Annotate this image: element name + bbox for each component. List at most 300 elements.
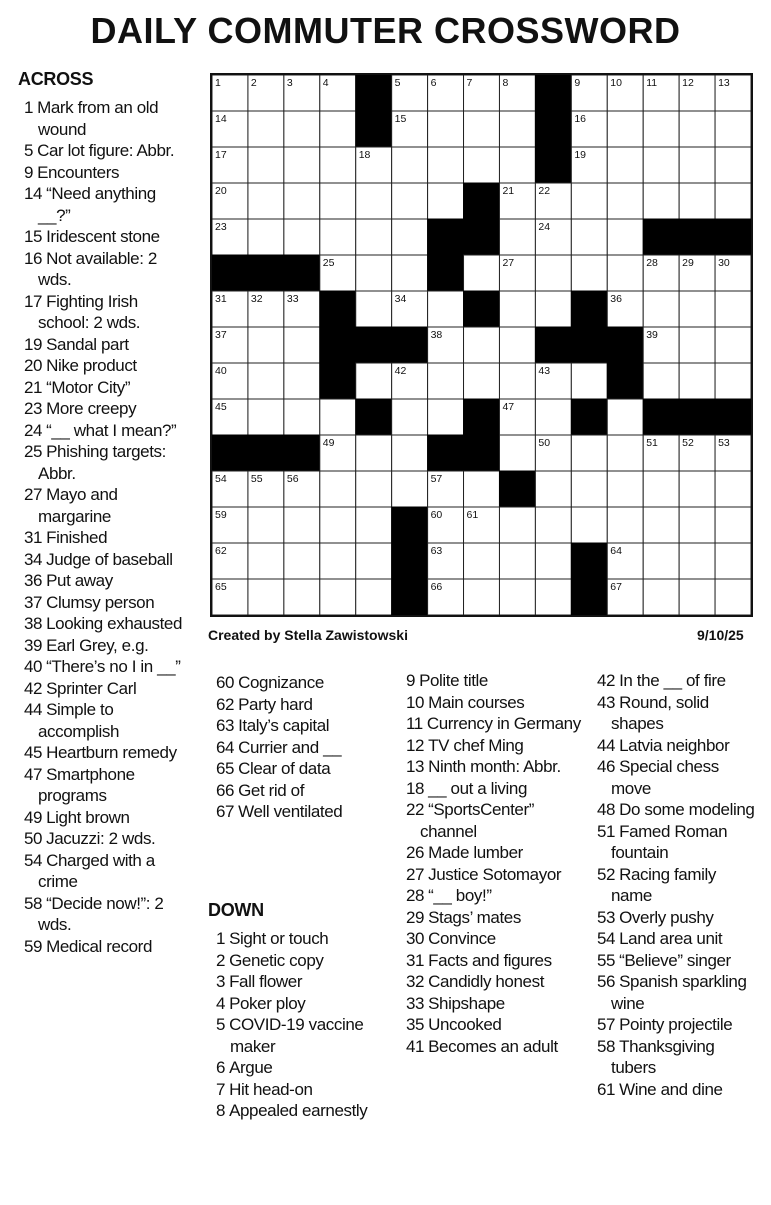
grid-cell[interactable] <box>248 327 284 363</box>
clue-item <box>406 907 581 929</box>
clue-text: Iridescent stone <box>46 227 160 246</box>
clue-text: Land area unit <box>619 929 723 948</box>
cell-number: 13 <box>718 77 730 89</box>
clue-number: 54 <box>24 850 43 870</box>
grid-cell[interactable] <box>356 435 392 471</box>
grid-cell[interactable] <box>464 111 500 147</box>
grid-cell[interactable] <box>715 111 751 147</box>
cell-number: 14 <box>215 113 227 125</box>
clue-number: 49 <box>24 807 43 827</box>
grid-cell[interactable] <box>499 219 535 255</box>
clue-text: Medical record <box>46 936 152 956</box>
grid-cell[interactable] <box>284 579 320 615</box>
grid-cell[interactable] <box>679 183 715 219</box>
cell-number: 10 <box>610 77 622 89</box>
clue-item <box>406 885 581 907</box>
black-square <box>535 327 571 363</box>
cell-number: 47 <box>502 401 515 413</box>
grid-cell[interactable] <box>248 399 284 435</box>
black-square <box>535 147 571 183</box>
clue-text: Looking exhausted <box>46 614 183 633</box>
grid-cell[interactable] <box>535 471 571 507</box>
grid-cell[interactable] <box>607 147 643 183</box>
clue-text: Nike product <box>46 356 137 375</box>
grid-cell[interactable] <box>643 147 679 183</box>
clue-item <box>216 971 396 993</box>
clue-text: Round, solid shapes <box>611 692 709 733</box>
clue-number: 9 <box>406 671 416 690</box>
grid-cell[interactable] <box>320 399 356 435</box>
clue-text: Italy’s capital <box>238 716 330 735</box>
clue-text: Get rid of <box>238 780 305 800</box>
grid-cell[interactable] <box>607 183 643 219</box>
clue-item <box>406 1036 581 1058</box>
clue-item <box>406 713 581 735</box>
grid-cell[interactable] <box>428 399 464 435</box>
clue-text: TV chef Ming <box>428 735 524 755</box>
grid-cell[interactable] <box>248 147 284 183</box>
grid-cell[interactable] <box>715 327 751 363</box>
grid-cell[interactable] <box>356 255 392 291</box>
cell-number: 36 <box>610 293 622 305</box>
cell-number: 57 <box>430 473 443 485</box>
clue-item <box>24 377 184 399</box>
grid-cell[interactable] <box>248 183 284 219</box>
grid-cell[interactable] <box>535 507 571 543</box>
grid-cell[interactable] <box>284 543 320 579</box>
clue-item <box>24 807 184 829</box>
grid-cell[interactable] <box>428 363 464 399</box>
grid-cell[interactable] <box>356 291 392 327</box>
grid-cell[interactable] <box>392 435 428 471</box>
grid-cell[interactable] <box>571 255 607 291</box>
grid-cell[interactable] <box>320 579 356 615</box>
clue-text: Spanish sparkling wine <box>611 972 747 1013</box>
clue-number: 67 <box>216 802 235 821</box>
grid-cell[interactable] <box>571 507 607 543</box>
cell-number: 1 <box>215 77 221 89</box>
clue-text: Judge of baseball <box>46 549 173 569</box>
clue-item <box>216 1079 396 1101</box>
grid-cell[interactable] <box>320 111 356 147</box>
cell-number: 2 <box>250 77 257 89</box>
grid-cell[interactable] <box>607 219 643 255</box>
grid-cell[interactable] <box>643 579 679 615</box>
clue-text: Justice Sotomayor <box>428 864 562 884</box>
grid-cell[interactable] <box>571 363 607 399</box>
grid-cell[interactable] <box>284 147 320 183</box>
grid-cell[interactable] <box>715 507 751 543</box>
clue-number: 9 <box>24 162 34 182</box>
grid-cell[interactable] <box>643 363 679 399</box>
clue-text: COVID-19 vaccine maker <box>229 1015 364 1056</box>
clue-number: 51 <box>597 821 616 841</box>
black-square <box>284 255 320 291</box>
grid-cell[interactable] <box>679 327 715 363</box>
clue-item <box>24 420 184 442</box>
clue-number: 3 <box>216 972 226 991</box>
black-square <box>607 363 643 399</box>
grid-cell[interactable] <box>248 363 284 399</box>
clue-number: 1 <box>24 98 34 117</box>
clue-item <box>216 1014 396 1057</box>
clue-number: 35 <box>406 1015 425 1034</box>
grid-cell[interactable] <box>499 291 535 327</box>
clue-item <box>216 780 396 802</box>
grid-cell[interactable] <box>499 435 535 471</box>
clue-item <box>24 162 184 184</box>
grid-cell[interactable] <box>248 579 284 615</box>
clue-text: Made lumber <box>428 843 523 862</box>
grid-cell[interactable] <box>535 255 571 291</box>
black-square <box>715 219 751 255</box>
clue-text: Racing family name <box>611 864 716 905</box>
clue-number: 59 <box>24 936 43 956</box>
clue-number: 42 <box>597 671 616 690</box>
grid-cell[interactable] <box>679 471 715 507</box>
black-square <box>571 543 607 579</box>
clue-item <box>597 821 757 864</box>
clue-item <box>406 971 581 993</box>
black-square <box>535 111 571 147</box>
clue-text: Currency in Germany <box>426 714 581 733</box>
clue-text: Convince <box>428 929 496 948</box>
cell-number: 32 <box>250 293 263 305</box>
black-square <box>392 579 428 615</box>
clue-item <box>24 850 184 893</box>
clue-item <box>24 764 184 807</box>
clue-text: Smartphone programs <box>38 764 135 805</box>
grid-cell[interactable] <box>607 435 643 471</box>
clue-item <box>24 893 184 936</box>
grid-cell[interactable] <box>643 543 679 579</box>
clue-text: Not available: 2 wds. <box>38 248 157 289</box>
grid-cell[interactable] <box>320 183 356 219</box>
grid-cell[interactable] <box>464 147 500 183</box>
grid-cell[interactable] <box>428 183 464 219</box>
clue-number: 5 <box>24 141 34 160</box>
grid-cell[interactable] <box>679 363 715 399</box>
grid-cell[interactable] <box>715 579 751 615</box>
grid-cell[interactable] <box>320 147 356 183</box>
black-square <box>212 255 248 291</box>
grid-cell[interactable] <box>499 147 535 183</box>
clue-number: 37 <box>24 592 43 612</box>
clue-number: 19 <box>24 334 43 354</box>
clue-item <box>24 635 184 657</box>
cell-number: 53 <box>718 437 730 449</box>
clue-item <box>24 828 184 850</box>
clue-text: Stags’ mates <box>428 907 521 927</box>
clue-text: Encounters <box>37 162 120 182</box>
cell-number: 8 <box>502 77 509 89</box>
clue-item <box>406 778 581 800</box>
grid-cell[interactable] <box>392 399 428 435</box>
clue-item <box>406 1014 581 1036</box>
clue-number: 2 <box>216 950 226 970</box>
grid-cell[interactable] <box>499 111 535 147</box>
crossword-grid[interactable] <box>210 73 753 617</box>
clue-item <box>24 742 184 764</box>
clue-number: 57 <box>597 1015 616 1034</box>
grid-cell[interactable] <box>356 363 392 399</box>
grid-cell[interactable] <box>679 111 715 147</box>
grid-cell[interactable] <box>392 219 428 255</box>
clue-number: 31 <box>406 950 425 970</box>
clue-text: Finished <box>46 528 108 547</box>
grid-cell[interactable] <box>284 219 320 255</box>
clue-text: “Decide now!”: 2 wds. <box>38 893 164 934</box>
grid-cell[interactable] <box>464 327 500 363</box>
grid-cell[interactable] <box>643 183 679 219</box>
cell-number: 27 <box>502 257 515 269</box>
clue-text: Thanksgiving tubers <box>611 1036 715 1077</box>
clue-item <box>216 928 396 950</box>
clue-item <box>216 672 396 694</box>
clue-item <box>24 656 184 678</box>
grid-cell[interactable] <box>356 471 392 507</box>
grid-cell[interactable] <box>571 183 607 219</box>
black-square <box>428 255 464 291</box>
grid-cell[interactable] <box>715 183 751 219</box>
clue-item <box>216 715 396 737</box>
grid-cell[interactable] <box>392 183 428 219</box>
clue-item <box>406 842 581 864</box>
black-square <box>643 399 679 435</box>
grid-cell[interactable] <box>607 507 643 543</box>
grid-cell[interactable] <box>571 219 607 255</box>
clue-text: Wine and dine <box>619 1079 723 1099</box>
clue-item <box>24 248 184 291</box>
clue-text: “SportsCenter” channel <box>420 800 534 841</box>
grid-canvas <box>212 75 751 615</box>
grid-cell[interactable] <box>284 111 320 147</box>
grid-cell[interactable] <box>499 543 535 579</box>
grid-cell[interactable] <box>679 291 715 327</box>
grid-cell[interactable] <box>464 363 500 399</box>
black-square <box>679 399 715 435</box>
grid-cell[interactable] <box>428 291 464 327</box>
grid-cell[interactable] <box>356 183 392 219</box>
clue-text: Hit head-on <box>229 1079 313 1099</box>
black-square <box>392 543 428 579</box>
clue-item <box>24 613 184 635</box>
grid-cell[interactable] <box>356 579 392 615</box>
clue-number: 43 <box>597 692 616 712</box>
grid-cell[interactable] <box>535 543 571 579</box>
grid-cell[interactable] <box>284 327 320 363</box>
clue-text: Put away <box>46 571 113 590</box>
cell-number: 38 <box>430 329 443 341</box>
author-credit: Created by Stella Zawistowski <box>208 627 408 643</box>
grid-cell[interactable] <box>392 471 428 507</box>
grid-cell[interactable] <box>392 147 428 183</box>
clue-text: Sandal part <box>46 334 129 354</box>
clue-number: 20 <box>24 356 43 375</box>
grid-cell[interactable] <box>715 471 751 507</box>
cell-number: 15 <box>394 113 407 125</box>
clue-item <box>597 907 757 929</box>
clue-number: 55 <box>597 950 616 970</box>
grid-cell[interactable] <box>284 507 320 543</box>
grid-cell[interactable] <box>248 543 284 579</box>
clue-text: Fighting Irish school: 2 wds. <box>38 291 141 332</box>
grid-cell[interactable] <box>320 507 356 543</box>
grid-cell[interactable] <box>356 219 392 255</box>
cell-number: 40 <box>215 365 227 377</box>
grid-cell[interactable] <box>428 147 464 183</box>
grid-cell[interactable] <box>356 507 392 543</box>
clue-item <box>597 735 757 757</box>
clue-number: 34 <box>24 549 43 569</box>
black-square <box>428 219 464 255</box>
clue-text: Sprinter Carl <box>46 678 137 698</box>
grid-cell[interactable] <box>464 255 500 291</box>
grid-cell[interactable] <box>284 399 320 435</box>
grid-cell[interactable] <box>499 507 535 543</box>
clue-number: 12 <box>406 735 425 755</box>
grid-cell[interactable] <box>715 147 751 183</box>
down-clues-col3 <box>406 670 581 1057</box>
cell-number: 56 <box>286 473 299 485</box>
grid-cell[interactable] <box>248 507 284 543</box>
grid-cell[interactable] <box>464 543 500 579</box>
clue-number: 25 <box>24 442 43 461</box>
clue-number: 28 <box>406 886 425 905</box>
grid-cell[interactable] <box>499 327 535 363</box>
grid-cell[interactable] <box>715 291 751 327</box>
down-clues-col4 <box>597 670 757 1100</box>
grid-cell[interactable] <box>571 435 607 471</box>
cell-number: 62 <box>215 545 227 557</box>
grid-cell[interactable] <box>571 471 607 507</box>
grid-cell[interactable] <box>715 363 751 399</box>
clue-item <box>24 398 184 420</box>
grid-cell[interactable] <box>679 543 715 579</box>
grid-cell[interactable] <box>356 543 392 579</box>
clue-text: Well ventilated <box>238 802 343 821</box>
clue-text: Appealed earnestly <box>229 1101 368 1120</box>
grid-cell[interactable] <box>499 579 535 615</box>
grid-cell[interactable] <box>248 111 284 147</box>
cell-number: 31 <box>215 293 227 305</box>
cell-number: 28 <box>646 257 658 269</box>
clue-item <box>24 226 184 248</box>
grid-cell[interactable] <box>535 291 571 327</box>
grid-cell[interactable] <box>320 543 356 579</box>
black-square <box>643 219 679 255</box>
black-square <box>464 219 500 255</box>
clue-text: Argue <box>229 1058 273 1077</box>
clue-text: Genetic copy <box>229 950 324 970</box>
clue-number: 63 <box>216 716 235 735</box>
clue-item <box>24 140 184 162</box>
clue-text: Fall flower <box>229 972 303 991</box>
grid-cell[interactable] <box>679 507 715 543</box>
grid-cell[interactable] <box>607 399 643 435</box>
clue-text: In the __ of fire <box>619 671 726 690</box>
across-clues-col2 <box>216 672 396 823</box>
grid-cell[interactable] <box>535 399 571 435</box>
grid-cell[interactable] <box>320 219 356 255</box>
clue-number: 10 <box>406 692 425 712</box>
grid-cell[interactable] <box>643 471 679 507</box>
grid-cell[interactable] <box>643 291 679 327</box>
grid-cell[interactable] <box>428 111 464 147</box>
clue-text: Light brown <box>46 807 130 827</box>
grid-cell[interactable] <box>499 363 535 399</box>
clue-item <box>24 592 184 614</box>
black-square <box>212 435 248 471</box>
black-square <box>356 111 392 147</box>
clue-text: Party hard <box>238 694 313 714</box>
clue-text: Mark from an old wound <box>37 98 159 139</box>
black-square <box>571 399 607 435</box>
clue-text: __ out a living <box>428 778 528 798</box>
grid-cell[interactable] <box>248 219 284 255</box>
clue-number: 1 <box>216 929 226 948</box>
grid-cell[interactable] <box>607 111 643 147</box>
clue-number: 45 <box>24 743 43 762</box>
black-square <box>356 327 392 363</box>
grid-cell[interactable] <box>392 255 428 291</box>
clue-number: 7 <box>216 1079 226 1099</box>
grid-cell[interactable] <box>464 471 500 507</box>
clue-number: 36 <box>24 571 43 590</box>
clue-item <box>24 441 184 484</box>
cell-number: 64 <box>610 545 622 557</box>
clue-text: Latvia neighbor <box>619 735 730 755</box>
grid-cell[interactable] <box>643 111 679 147</box>
clue-number: 41 <box>406 1036 425 1056</box>
grid-cell[interactable] <box>464 579 500 615</box>
clue-number: 46 <box>597 757 616 776</box>
grid-cell[interactable] <box>643 507 679 543</box>
clue-number: 26 <box>406 843 425 862</box>
grid-cell[interactable] <box>320 471 356 507</box>
clue-text: “There’s no I in __” <box>46 657 181 676</box>
down-heading: DOWN <box>208 900 264 920</box>
clue-item <box>597 670 757 692</box>
grid-cell[interactable] <box>607 255 643 291</box>
grid-cell[interactable] <box>715 543 751 579</box>
clue-text: Poker ploy <box>229 993 306 1013</box>
clue-number: 58 <box>24 893 43 913</box>
grid-cell[interactable] <box>535 579 571 615</box>
clue-text: Phishing targets: Abbr. <box>38 442 166 483</box>
clue-item <box>24 699 184 742</box>
cell-number: 25 <box>322 257 335 269</box>
grid-cell[interactable] <box>679 579 715 615</box>
clue-item <box>216 993 396 1015</box>
clue-text: Main courses <box>428 692 525 712</box>
clue-text: Heartburn remedy <box>46 743 177 762</box>
cell-number: 59 <box>215 509 227 521</box>
grid-cell[interactable] <box>679 147 715 183</box>
grid-cell[interactable] <box>284 183 320 219</box>
clue-number: 15 <box>24 227 43 246</box>
grid-cell[interactable] <box>607 471 643 507</box>
black-square <box>320 327 356 363</box>
black-square <box>607 327 643 363</box>
grid-cell[interactable] <box>284 363 320 399</box>
clue-text: Polite title <box>419 671 488 690</box>
cell-number: 12 <box>682 77 694 89</box>
clue-item <box>24 549 184 571</box>
cell-number: 52 <box>682 437 694 449</box>
clue-item <box>216 737 396 759</box>
cell-number: 5 <box>394 77 401 89</box>
